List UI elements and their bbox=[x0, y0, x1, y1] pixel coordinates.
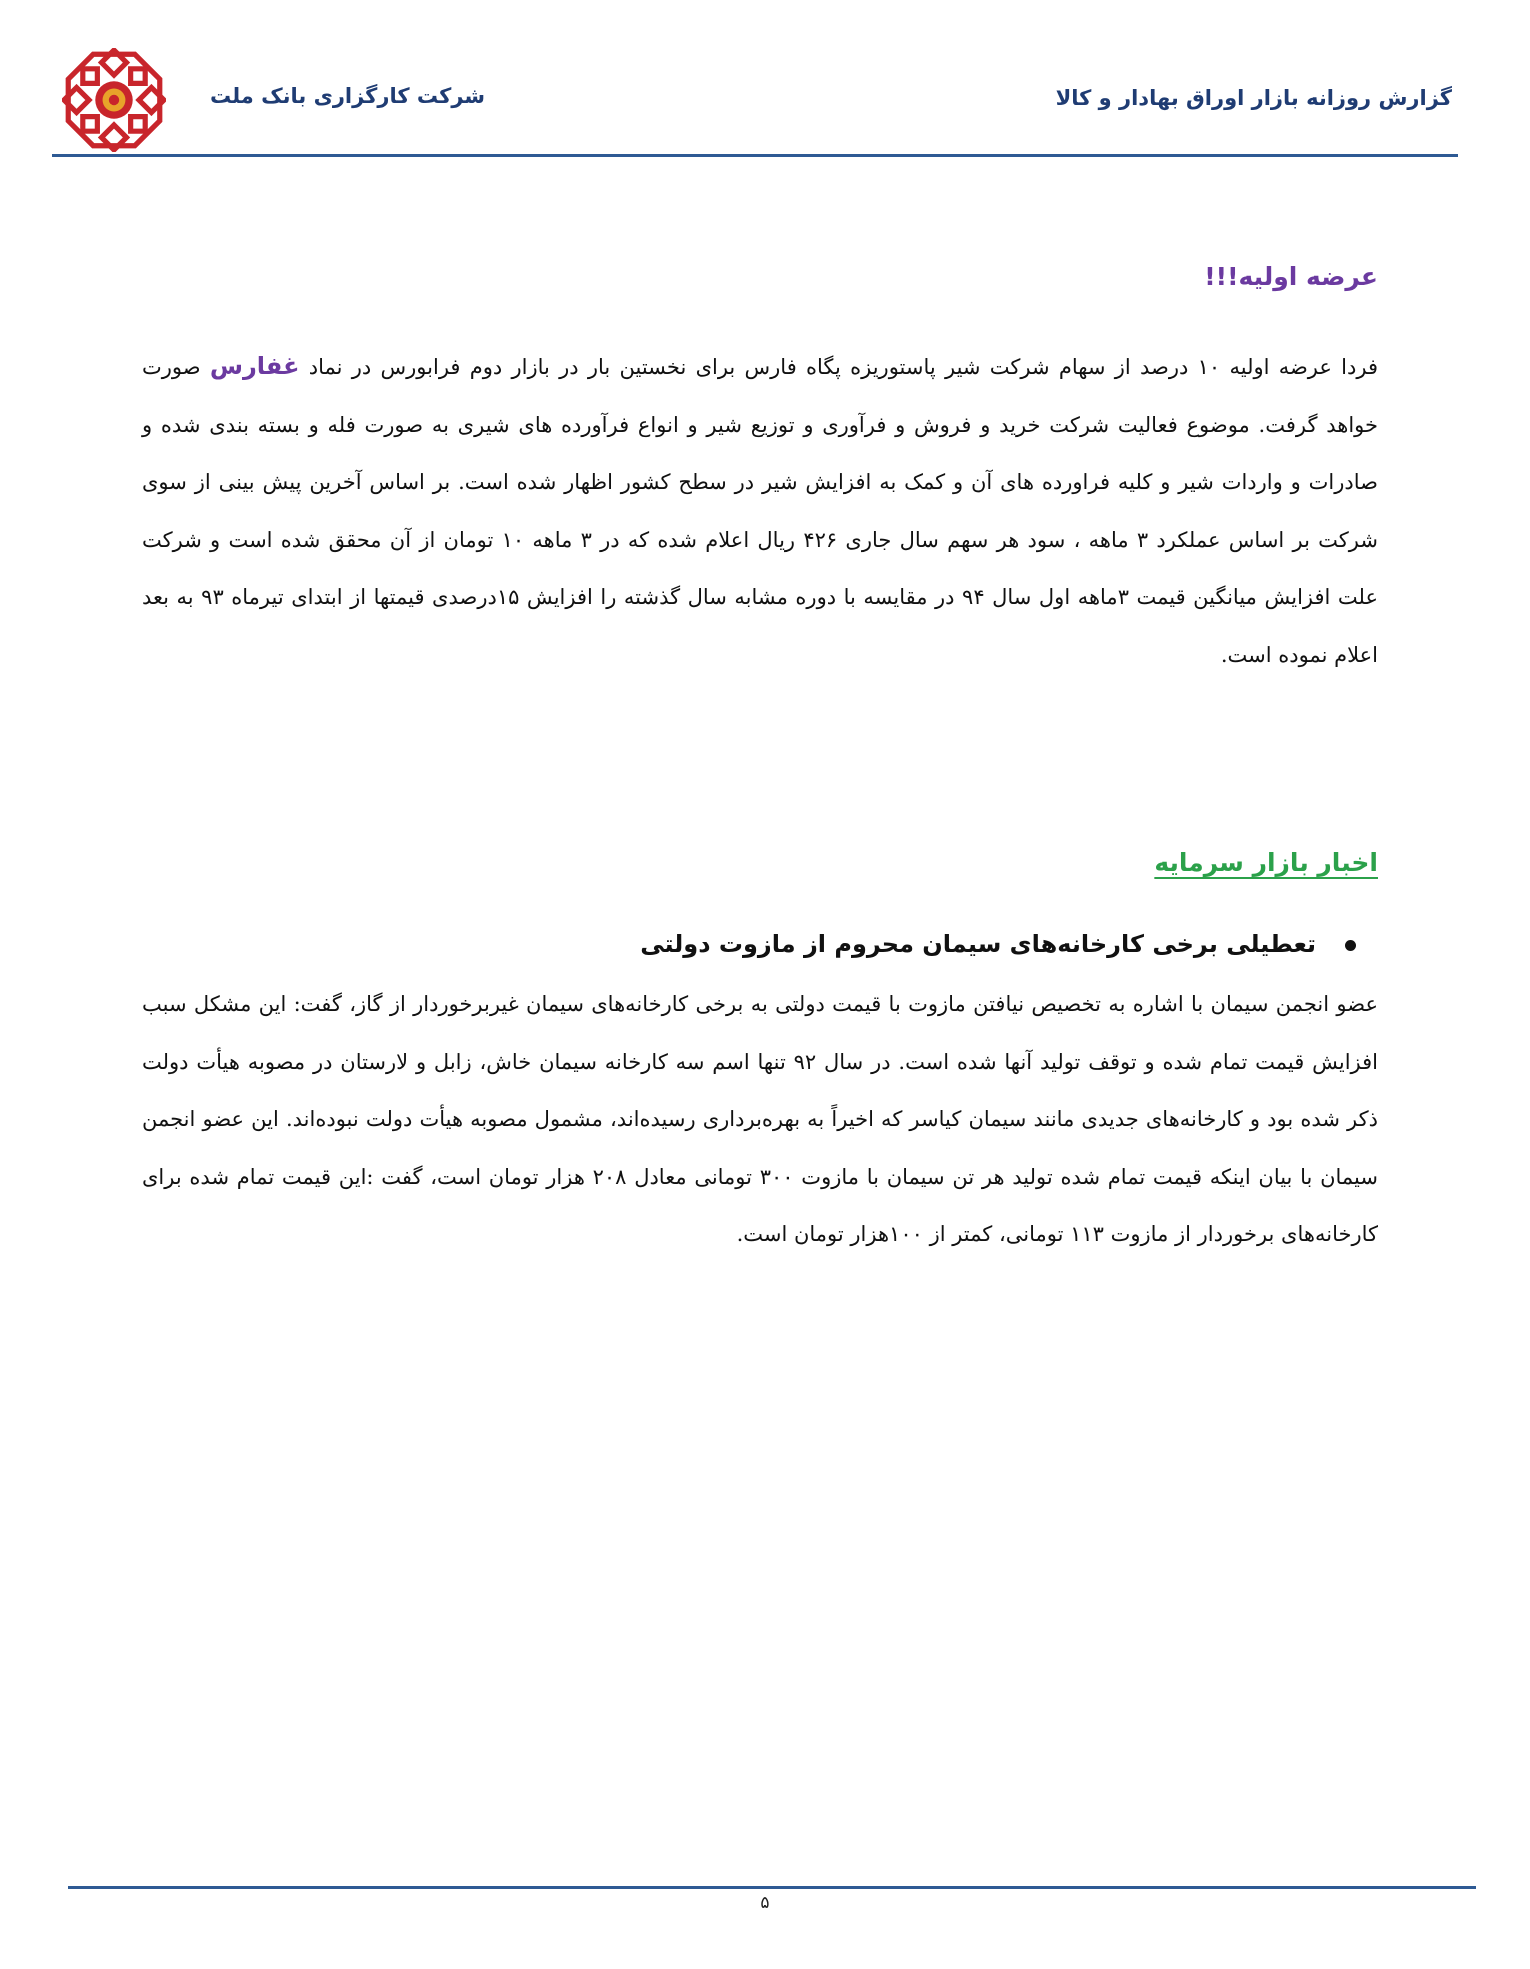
ipo-section-title: عرضه اولیه!!! bbox=[1204, 262, 1378, 291]
bank-mellat-logo-icon bbox=[62, 48, 166, 152]
ipo-paragraph-block bbox=[142, 338, 1378, 684]
capital-market-title: اخبار بازار سرمایه bbox=[1154, 848, 1378, 877]
ipo-section bbox=[142, 262, 1378, 291]
report-title: گزارش روزانه بازار اوراق بهادار و کالا bbox=[1055, 86, 1452, 110]
news-heading-block bbox=[142, 930, 1378, 958]
ipo-paragraph-start: فردا عرضه اولیه ۱۰ درصد از سهام شرکت شیر پاستوریزه پگاه فارس برای نخستین بار در بازار دوم فرابورس در نماد bbox=[299, 355, 1378, 379]
company-name: شرکت کارگزاری بانک ملت bbox=[210, 84, 486, 108]
ipo-paragraph bbox=[142, 338, 1378, 684]
news-heading-text: تعطیلی برخی کارخانه‌های سیمان محروم از مازوت دولتی bbox=[640, 930, 1316, 958]
news-paragraph: عضو انجمن سیمان با اشاره به تخصیص نیافتن مازوت با قیمت دولتی به برخی کارخانه‌های سیمان غیربرخوردار از گاز، گفت: این مشکل سبب افزایش قیمت تمام شده و توقف تولید آنها شده است. در سال ۹۲ تنها اسم سه کارخانه سیمان خاش، زابل و لارستان در مصوبه هیأت دولت ذکر شده بود و کارخانه‌های جدیدی مانند سیمان کیاسر که اخیراً به بهره‌برداری رسیده‌اند، مشمول مصوبه هیأت دولت نبوده‌اند. این عضو انجمن سیمان با بیان اینکه قیمت تمام شده تولید هر تن سیمان با مازوت ۳۰۰ تومانی معادل ۲۰۸ هزار تومان است، گفت :این قیمت تمام شده برای کارخانه‌های برخوردار از مازوت ۱۱۳ تومانی، کمتر از ۱۰۰هزار تومان است. bbox=[142, 992, 1378, 1246]
header-divider bbox=[52, 154, 1458, 157]
capital-market-section bbox=[142, 848, 1378, 877]
ipo-paragraph-end: صورت خواهد گرفت. موضوع فعالیت شرکت خرید و فروش و فرآوری و توزیع شیر و انواع فرآورده های شیری به صورت فله و بسته بندی شده و صادرات و واردات شیر و کلیه فراورده های آن و کمک به افزایش شیر در سطح کشور اظهار شده است. بر اساس آخرین پیش بینی از سوی شرکت بر اساس عملکرد ۳ ماهه ، سود هر سهم سال جاری ۴۲۶ ریال اعلام شده که در ۳ ماهه ۱۰ تومان از آن محقق شده است و شرکت علت افزایش میانگین قیمت ۳ماهه اول سال ۹۴ در مقایسه با دوره مشابه سال گذشته را افزایش ۱۵درصدی قیمتها از ابتدای تیرماه ۹۳ به بعد اعلام نموده است. bbox=[142, 355, 1379, 667]
footer-divider bbox=[68, 1886, 1476, 1889]
news-paragraph-block bbox=[142, 976, 1378, 1264]
page-number: ۵ bbox=[760, 1893, 770, 1913]
news-heading bbox=[142, 930, 1378, 958]
stock-symbol: غفارس bbox=[209, 352, 300, 380]
bullet-icon bbox=[1345, 940, 1356, 951]
